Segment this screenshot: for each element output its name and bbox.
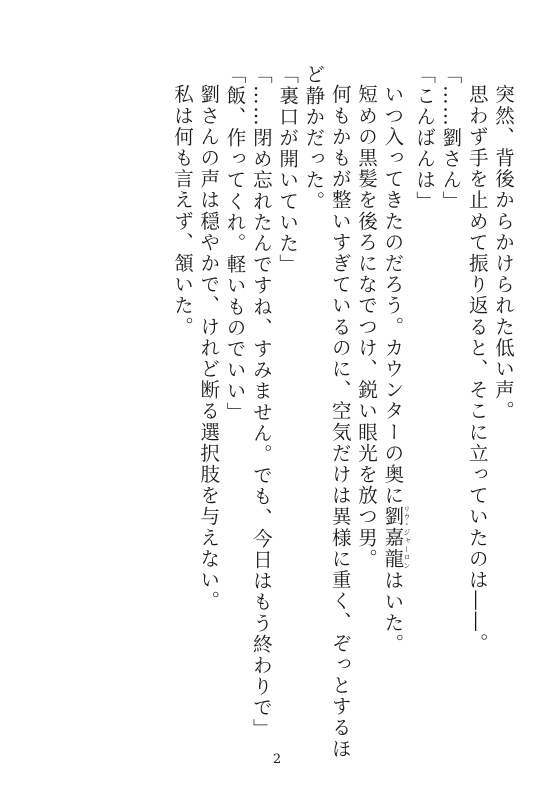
paragraph-text: はいた。: [381, 569, 405, 654]
paragraph: 何もかもが整いすぎているのに、空気だけは異様に重く、ぞっとするほど静かだった。: [302, 64, 352, 759]
paragraph-text: いつ入ってきたのだろう。カウンターの奥に: [381, 83, 405, 506]
paragraph: 短めの黒髪を後ろになでつけ、鋭い眼光を放つ男。: [355, 83, 379, 569]
paragraph: 突然、背後からかけられた低い声。: [492, 83, 515, 422]
dialogue-line: 「……閉め忘れたんですね、すみません。でも、今日はもう終わりで」: [249, 64, 273, 740]
ruby-base: 劉: [381, 504, 405, 528]
paragraph: 思わず手を止めて振り返ると、そこに立っていたのは――。: [465, 83, 489, 654]
page-number: 2: [272, 752, 282, 767]
vertical-text-body: [26, 64, 516, 764]
paragraph-with-ruby: [379, 64, 411, 764]
ruby-name-family: [381, 504, 411, 528]
ruby-separator: ・: [402, 519, 411, 528]
ruby-reading: リウ: [402, 504, 411, 520]
dialogue-line: 「飯、作ってくれ。軽いものでいい」: [223, 64, 247, 423]
paragraph: 劉さんの声は穏やかで、けれど断る選択肢を与えない。: [197, 83, 221, 611]
dialogue-line: 「裏口が開いていた」: [276, 64, 300, 275]
dialogue-line: 「……劉さん」: [439, 64, 463, 212]
ruby-base: 嘉龍: [381, 527, 405, 570]
ruby-name-given: [381, 527, 411, 570]
dialogue-line: 「こんばんは」: [413, 64, 437, 212]
paragraph: 私は何も言えず、頷いた。: [170, 83, 194, 337]
ruby-reading: ジャーロン: [402, 527, 411, 570]
